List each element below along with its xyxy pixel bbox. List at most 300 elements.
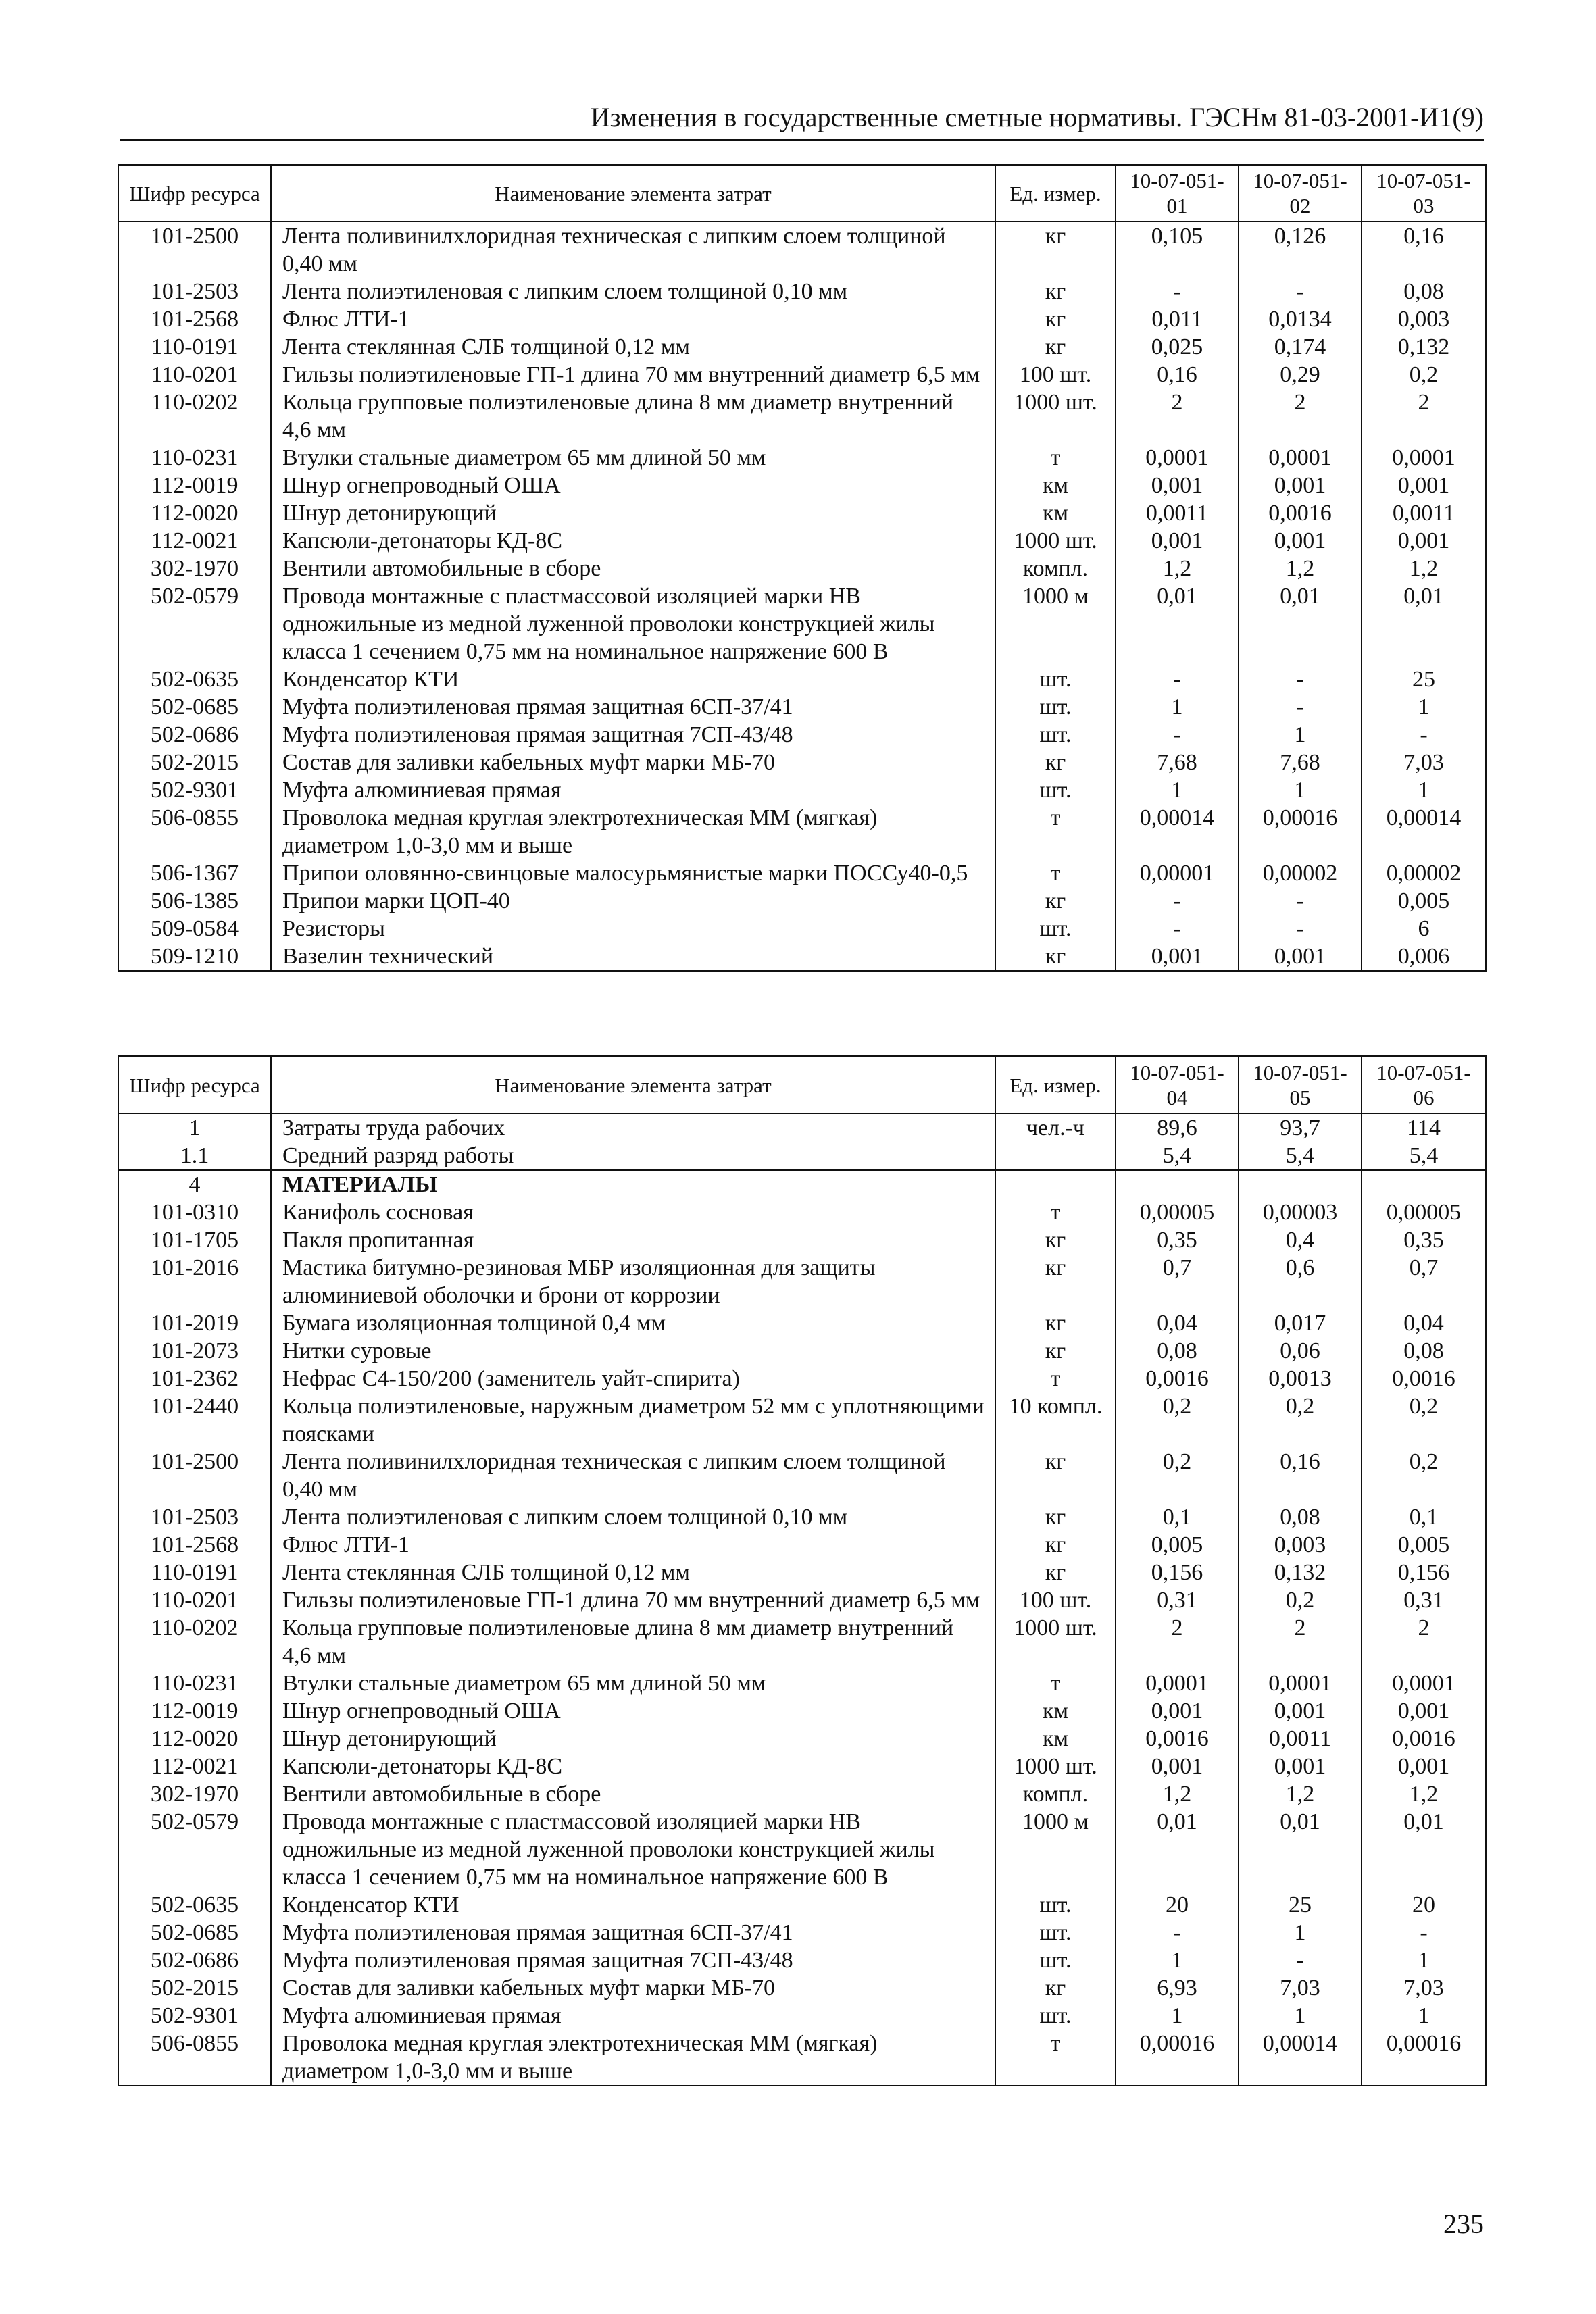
unit-cell <box>995 1142 1116 1170</box>
norm-value-cell: 0,2 <box>1362 1392 1486 1448</box>
cost-element-name-cell: Капсюли-детонаторы КД-8С <box>271 1753 995 1780</box>
norm-value-cell: 0,00002 <box>1362 859 1486 887</box>
norm-value-cell: 0,001 <box>1239 1753 1362 1780</box>
norm-value-cell: 1 <box>1116 2002 1239 2030</box>
table-row <box>118 942 1486 971</box>
norm-value-cell: 0,00016 <box>1362 2030 1486 2086</box>
resource-code-cell: 4 <box>118 1170 271 1199</box>
norm-value-cell: 0,0016 <box>1116 1725 1239 1753</box>
norm-value-cell: - <box>1116 665 1239 693</box>
unit-cell: кг <box>995 1226 1116 1254</box>
norm-value-cell: 0,2 <box>1239 1392 1362 1448</box>
resource-table-2 <box>118 1055 1487 2086</box>
table-row <box>118 333 1486 361</box>
table-row <box>118 693 1486 721</box>
norm-value-cell: 0,126 <box>1239 222 1362 278</box>
norm-value-cell: 0,16 <box>1116 361 1239 388</box>
resource-code-cell: 101-2362 <box>118 1365 271 1392</box>
unit-cell: кг <box>995 1254 1116 1309</box>
resource-code-cell: 509-1210 <box>118 942 271 971</box>
resource-code-cell: 502-2015 <box>118 749 271 776</box>
norm-value-cell: 0,04 <box>1362 1309 1486 1337</box>
cost-element-name-cell: Лента стеклянная СЛБ толщиной 0,12 мм <box>271 333 995 361</box>
unit-cell: 1000 м <box>995 582 1116 665</box>
norm-value-cell: 5,4 <box>1362 1142 1486 1170</box>
table-row <box>118 1697 1486 1725</box>
resource-code-cell: 506-1367 <box>118 859 271 887</box>
table-row <box>118 1503 1486 1531</box>
resource-code-cell: 112-0021 <box>118 1753 271 1780</box>
norm-value-cell: 1 <box>1239 1919 1362 1946</box>
cost-element-name-cell: Шнур огнепроводный ОША <box>271 472 995 499</box>
unit-cell: шт. <box>995 915 1116 942</box>
norm-value-cell: 2 <box>1116 1614 1239 1669</box>
norm-value-cell: - <box>1116 278 1239 305</box>
norm-value-cell: 0,156 <box>1362 1559 1486 1586</box>
norm-value-cell: 6,93 <box>1116 1974 1239 2002</box>
resource-code-cell: 110-0191 <box>118 1559 271 1586</box>
norm-value-cell: 0,0016 <box>1362 1365 1486 1392</box>
table-row <box>118 665 1486 693</box>
norm-value-cell: - <box>1239 887 1362 915</box>
norm-value-cell: 7,03 <box>1239 1974 1362 2002</box>
unit-cell: 100 шт. <box>995 361 1116 388</box>
resource-code-cell: 502-9301 <box>118 2002 271 2030</box>
table-row <box>118 887 1486 915</box>
norm-value-cell: 1 <box>1362 776 1486 804</box>
norm-value-cell: 0,001 <box>1239 1697 1362 1725</box>
norm-value-cell: 0,16 <box>1239 1448 1362 1503</box>
norm-value-cell: 0,4 <box>1239 1226 1362 1254</box>
column-header-name: Наименование элемента затрат <box>271 1057 995 1114</box>
norm-value-cell: 0,2 <box>1362 361 1486 388</box>
norm-value-cell: 0,006 <box>1362 942 1486 971</box>
norm-value-cell: 0,01 <box>1239 582 1362 665</box>
table-row <box>118 1531 1486 1559</box>
cost-element-name-cell: Шнур детонирующий <box>271 499 995 527</box>
unit-cell: кг <box>995 1531 1116 1559</box>
norm-value-cell: 0,0016 <box>1362 1725 1486 1753</box>
norm-value-cell: 7,03 <box>1362 1974 1486 2002</box>
norm-value-cell: 0,001 <box>1239 472 1362 499</box>
norm-value-cell: 0,35 <box>1362 1226 1486 1254</box>
norm-value-cell: 0,7 <box>1116 1254 1239 1309</box>
resource-code-cell: 112-0019 <box>118 472 271 499</box>
unit-cell: км <box>995 1725 1116 1753</box>
norm-value-cell: 0,6 <box>1239 1254 1362 1309</box>
column-header-code: Шифр ресурса <box>118 1057 271 1114</box>
resource-code-cell: 101-2500 <box>118 222 271 278</box>
norm-value-cell: 0,08 <box>1239 1503 1362 1531</box>
cost-element-name-cell: Затраты труда рабочих <box>271 1113 995 1142</box>
column-header-code: Шифр ресурса <box>118 165 271 222</box>
column-header-name: Наименование элемента затрат <box>271 165 995 222</box>
header-rule <box>120 139 1484 141</box>
norm-value-cell: 0,001 <box>1362 472 1486 499</box>
unit-cell: кг <box>995 887 1116 915</box>
table-row <box>118 1725 1486 1753</box>
unit-cell: 100 шт. <box>995 1586 1116 1614</box>
norm-value-cell: - <box>1239 693 1362 721</box>
cost-element-name-cell: Вазелин технический <box>271 942 995 971</box>
unit-cell: кг <box>995 305 1116 333</box>
norm-value-cell: 2 <box>1239 388 1362 444</box>
norm-value-cell: 0,00001 <box>1116 859 1239 887</box>
column-header-norm-2: 10-07-051-02 <box>1239 165 1362 222</box>
norm-value-cell: 0,105 <box>1116 222 1239 278</box>
table-row <box>118 1365 1486 1392</box>
table-row <box>118 222 1486 278</box>
column-header-norm-6: 10-07-051-06 <box>1362 1057 1486 1114</box>
resource-code-cell: 506-1385 <box>118 887 271 915</box>
resource-code-cell: 110-0202 <box>118 388 271 444</box>
table-row <box>118 1199 1486 1226</box>
resource-code-cell: 502-0635 <box>118 1891 271 1919</box>
norm-value-cell: 0,174 <box>1239 333 1362 361</box>
norm-value-cell: 2 <box>1362 1614 1486 1669</box>
norm-value-cell: 1,2 <box>1362 555 1486 582</box>
column-header-norm-4: 10-07-051-04 <box>1116 1057 1239 1114</box>
cost-element-name-cell: Флюс ЛТИ-1 <box>271 1531 995 1559</box>
column-header-norm-5: 10-07-051-05 <box>1239 1057 1362 1114</box>
cost-element-name-cell: Капсюли-детонаторы КД-8С <box>271 527 995 555</box>
column-header-norm-3: 10-07-051-03 <box>1362 165 1486 222</box>
cost-element-name-cell: Конденсатор КТИ <box>271 1891 995 1919</box>
unit-cell <box>995 1170 1116 1199</box>
norm-value-cell: 0,2 <box>1362 1448 1486 1503</box>
cost-element-name-cell: Вентили автомобильные в сборе <box>271 1780 995 1808</box>
norm-value-cell: 0,1 <box>1362 1503 1486 1531</box>
resource-code-cell: 110-0202 <box>118 1614 271 1669</box>
unit-cell: кг <box>995 749 1116 776</box>
cost-element-name-cell: Муфта алюминиевая прямая <box>271 776 995 804</box>
norm-value-cell: 0,001 <box>1362 1753 1486 1780</box>
norm-value-cell: - <box>1239 915 1362 942</box>
resource-code-cell: 502-0685 <box>118 693 271 721</box>
resource-code-cell: 112-0020 <box>118 499 271 527</box>
cost-element-name-cell: Провода монтажные с пластмассовой изоляцией марки НВ одножильные из медной луженной проволоки конструкцией жилы класса 1 сечением 0,75 мм на номинальное напряжение 600 В <box>271 1808 995 1891</box>
table-header-row <box>118 165 1486 222</box>
cost-element-name-cell: Втулки стальные диаметром 65 мм длиной 50 мм <box>271 1669 995 1697</box>
resource-code-cell: 101-2503 <box>118 1503 271 1531</box>
cost-element-name-cell: Лента стеклянная СЛБ толщиной 0,12 мм <box>271 1559 995 1586</box>
table-row <box>118 1946 1486 1974</box>
norm-value-cell: 0,00016 <box>1116 2030 1239 2086</box>
norm-value-cell: 0,0011 <box>1239 1725 1362 1753</box>
norm-value-cell: - <box>1116 887 1239 915</box>
resource-code-cell: 506-0855 <box>118 2030 271 2086</box>
unit-cell: 1000 шт. <box>995 388 1116 444</box>
norm-value-cell: - <box>1362 1919 1486 1946</box>
norm-value-cell: 0,001 <box>1116 527 1239 555</box>
table-row <box>118 1614 1486 1669</box>
norm-value-cell: 93,7 <box>1239 1113 1362 1142</box>
unit-cell: т <box>995 444 1116 472</box>
norm-value-cell: 0,132 <box>1239 1559 1362 1586</box>
norm-value-cell: 0,1 <box>1116 1503 1239 1531</box>
resource-code-cell: 101-2016 <box>118 1254 271 1309</box>
norm-value-cell: 1 <box>1116 1946 1239 1974</box>
norm-value-cell: 1,2 <box>1116 1780 1239 1808</box>
table-row <box>118 1309 1486 1337</box>
norm-value-cell: 0,2 <box>1116 1448 1239 1503</box>
resource-code-cell: 101-2019 <box>118 1309 271 1337</box>
cost-element-name-cell: Лента поливинилхлоридная техническая с липким слоем толщиной 0,40 мм <box>271 1448 995 1503</box>
norm-value-cell: 0,2 <box>1239 1586 1362 1614</box>
table-row <box>118 721 1486 749</box>
unit-cell: кг <box>995 333 1116 361</box>
norm-value-cell: 0,001 <box>1116 1753 1239 1780</box>
unit-cell: кг <box>995 1974 1116 2002</box>
table-row <box>118 472 1486 499</box>
cost-element-name-cell: Муфта алюминиевая прямая <box>271 2002 995 2030</box>
norm-value-cell: 0,156 <box>1116 1559 1239 1586</box>
table-row <box>118 1669 1486 1697</box>
cost-element-name-cell: Кольца групповые полиэтиленовые длина 8 мм диаметр внутренний 4,6 мм <box>271 388 995 444</box>
norm-value-cell: 1 <box>1362 693 1486 721</box>
resource-code-cell: 110-0231 <box>118 1669 271 1697</box>
norm-value-cell: 2 <box>1362 388 1486 444</box>
table-row <box>118 1226 1486 1254</box>
table-row <box>118 527 1486 555</box>
unit-cell: шт. <box>995 693 1116 721</box>
norm-value-cell: 0,001 <box>1362 1697 1486 1725</box>
norm-value-cell: 0,005 <box>1362 887 1486 915</box>
norm-value-cell <box>1116 1170 1239 1199</box>
unit-cell: 1000 шт. <box>995 1753 1116 1780</box>
unit-cell: т <box>995 2030 1116 2086</box>
unit-cell: шт. <box>995 1919 1116 1946</box>
norm-value-cell: 0,01 <box>1116 582 1239 665</box>
cost-element-name-cell: Кольца групповые полиэтиленовые длина 8 мм диаметр внутренний 4,6 мм <box>271 1614 995 1669</box>
norm-value-cell: 1,2 <box>1239 1780 1362 1808</box>
norm-value-cell: 0,025 <box>1116 333 1239 361</box>
norm-value-cell: 5,4 <box>1239 1142 1362 1170</box>
table-row <box>118 1808 1486 1891</box>
norm-value-cell: 0,7 <box>1362 1254 1486 1309</box>
unit-cell: шт. <box>995 776 1116 804</box>
resource-code-cell: 110-0201 <box>118 1586 271 1614</box>
norm-value-cell: 0,06 <box>1239 1337 1362 1365</box>
resource-code-cell: 101-2568 <box>118 1531 271 1559</box>
norm-value-cell: 0,2 <box>1116 1392 1239 1448</box>
table-row <box>118 582 1486 665</box>
cost-element-name-cell: Бумага изоляционная толщиной 0,4 мм <box>271 1309 995 1337</box>
resource-code-cell: 502-0685 <box>118 1919 271 1946</box>
table-row <box>118 361 1486 388</box>
cost-element-name-cell: Припои марки ЦОП-40 <box>271 887 995 915</box>
unit-cell: шт. <box>995 1891 1116 1919</box>
norm-value-cell: 0,003 <box>1239 1531 1362 1559</box>
norm-value-cell: 7,68 <box>1239 749 1362 776</box>
norm-value-cell: 0,00002 <box>1239 859 1362 887</box>
resource-code-cell: 101-2503 <box>118 278 271 305</box>
unit-cell: км <box>995 1697 1116 1725</box>
cost-element-name-cell: Пакля пропитанная <box>271 1226 995 1254</box>
norm-value-cell: 0,08 <box>1116 1337 1239 1365</box>
norm-value-cell: 0,0016 <box>1239 499 1362 527</box>
unit-cell: шт. <box>995 2002 1116 2030</box>
norm-value-cell: 0,0001 <box>1362 1669 1486 1697</box>
table-row <box>118 499 1486 527</box>
norm-value-cell: 20 <box>1116 1891 1239 1919</box>
unit-cell: т <box>995 1199 1116 1226</box>
norm-value-cell: 25 <box>1362 665 1486 693</box>
unit-cell: т <box>995 1669 1116 1697</box>
norm-value-cell: 0,01 <box>1116 1808 1239 1891</box>
norm-value-cell: 0,01 <box>1362 582 1486 665</box>
norm-value-cell: 1,2 <box>1239 555 1362 582</box>
table-row <box>118 1337 1486 1365</box>
cost-element-name-cell: Проволока медная круглая электротехническая ММ (мягкая) диаметром 1,0-3,0 мм и выше <box>271 804 995 859</box>
norm-value-cell: - <box>1239 278 1362 305</box>
unit-cell: 1000 шт. <box>995 527 1116 555</box>
norm-value-cell: 0,08 <box>1362 1337 1486 1365</box>
cost-element-name-cell: Конденсатор КТИ <box>271 665 995 693</box>
norm-value-cell: 0,0001 <box>1116 1669 1239 1697</box>
norm-value-cell: 0,011 <box>1116 305 1239 333</box>
unit-cell: кг <box>995 1337 1116 1365</box>
norm-value-cell: 0,0011 <box>1116 499 1239 527</box>
cost-element-name-cell: Муфта полиэтиленовая прямая защитная 7СП-43/48 <box>271 721 995 749</box>
resource-code-cell: 101-2073 <box>118 1337 271 1365</box>
norm-value-cell: - <box>1239 665 1362 693</box>
norm-value-cell: 0,00014 <box>1239 2030 1362 2086</box>
resource-code-cell: 101-1705 <box>118 1226 271 1254</box>
section-row <box>118 1170 1486 1199</box>
cost-element-name-cell: Втулки стальные диаметром 65 мм длиной 50 мм <box>271 444 995 472</box>
norm-value-cell: 20 <box>1362 1891 1486 1919</box>
norm-value-cell: 0,003 <box>1362 305 1486 333</box>
resource-code-cell: 502-0686 <box>118 721 271 749</box>
resource-code-cell: 101-2500 <box>118 1448 271 1503</box>
norm-value-cell: 6 <box>1362 915 1486 942</box>
norm-value-cell: 1 <box>1239 776 1362 804</box>
norm-value-cell: - <box>1116 1919 1239 1946</box>
table-row <box>118 776 1486 804</box>
resource-code-cell: 302-1970 <box>118 1780 271 1808</box>
cost-element-name-cell: Кольца полиэтиленовые, наружным диаметром 52 мм с уплотняющими поясками <box>271 1392 995 1448</box>
table-row <box>118 278 1486 305</box>
table-row <box>118 444 1486 472</box>
cost-element-name-cell: Проволока медная круглая электротехническая ММ (мягкая) диаметром 1,0-3,0 мм и выше <box>271 2030 995 2086</box>
resource-code-cell: 502-0579 <box>118 582 271 665</box>
norm-value-cell: 0,001 <box>1239 942 1362 971</box>
norm-value-cell: 2 <box>1239 1614 1362 1669</box>
norm-value-cell: 0,001 <box>1239 527 1362 555</box>
unit-cell: кг <box>995 278 1116 305</box>
resource-code-cell: 502-0579 <box>118 1808 271 1891</box>
table-row <box>118 1113 1486 1142</box>
norm-value-cell: 1 <box>1116 693 1239 721</box>
unit-cell: кг <box>995 1503 1116 1531</box>
column-header-unit: Ед. измер. <box>995 1057 1116 1114</box>
cost-element-name-cell: Канифоль сосновая <box>271 1199 995 1226</box>
cost-element-name-cell: Гильзы полиэтиленовые ГП-1 длина 70 мм внутренний диаметр 6,5 мм <box>271 361 995 388</box>
norm-value-cell: - <box>1362 721 1486 749</box>
cost-element-name-cell: Муфта полиэтиленовая прямая защитная 7СП-43/48 <box>271 1946 995 1974</box>
table-row <box>118 1392 1486 1448</box>
table-row <box>118 749 1486 776</box>
resource-table-1 <box>118 164 1487 972</box>
norm-value-cell: 0,001 <box>1362 527 1486 555</box>
unit-cell: т <box>995 804 1116 859</box>
page-number: 235 <box>1443 2209 1484 2239</box>
resource-code-cell: 101-0310 <box>118 1199 271 1226</box>
norm-value-cell: 0,00005 <box>1116 1199 1239 1226</box>
cost-element-name-cell: Шнур огнепроводный ОША <box>271 1697 995 1725</box>
norm-value-cell: 1 <box>1239 721 1362 749</box>
norm-value-cell <box>1239 1170 1362 1199</box>
unit-cell: 10 компл. <box>995 1392 1116 1448</box>
cost-element-name-cell: Лента полиэтиленовая с липким слоем толщиной 0,10 мм <box>271 1503 995 1531</box>
norm-value-cell: 1,2 <box>1116 555 1239 582</box>
resource-code-cell: 502-9301 <box>118 776 271 804</box>
norm-value-cell: 1 <box>1362 1946 1486 1974</box>
table-row <box>118 859 1486 887</box>
norm-value-cell: 0,08 <box>1362 278 1486 305</box>
cost-element-name-cell: Нефрас С4-150/200 (заменитель уайт-спирита) <box>271 1365 995 1392</box>
norm-value-cell: 0,0013 <box>1239 1365 1362 1392</box>
norm-value-cell: 89,6 <box>1116 1113 1239 1142</box>
table-row <box>118 1891 1486 1919</box>
norm-value-cell: 0,35 <box>1116 1226 1239 1254</box>
table-row <box>118 555 1486 582</box>
unit-cell: шт. <box>995 721 1116 749</box>
norm-value-cell: 0,04 <box>1116 1309 1239 1337</box>
resource-code-cell: 509-0584 <box>118 915 271 942</box>
unit-cell: 1000 шт. <box>995 1614 1116 1669</box>
table-row <box>118 915 1486 942</box>
column-header-norm-1: 10-07-051-01 <box>1116 165 1239 222</box>
unit-cell: км <box>995 472 1116 499</box>
norm-value-cell: 0,0001 <box>1239 444 1362 472</box>
resource-code-cell: 110-0201 <box>118 361 271 388</box>
cost-element-name-cell: Флюс ЛТИ-1 <box>271 305 995 333</box>
resource-code-cell: 1.1 <box>118 1142 271 1170</box>
table-row <box>118 2030 1486 2086</box>
resource-code-cell: 110-0231 <box>118 444 271 472</box>
resource-code-cell: 110-0191 <box>118 333 271 361</box>
norm-value-cell: - <box>1116 721 1239 749</box>
unit-cell: кг <box>995 1448 1116 1503</box>
norm-value-cell <box>1362 1170 1486 1199</box>
resource-code-cell: 112-0019 <box>118 1697 271 1725</box>
norm-value-cell: 0,0016 <box>1116 1365 1239 1392</box>
cost-element-name-cell: Вентили автомобильные в сборе <box>271 555 995 582</box>
cost-element-name-cell: Мастика битумно-резиновая МБР изоляционная для защиты алюминиевой оболочки и брони от коррозии <box>271 1254 995 1309</box>
norm-value-cell: 0,132 <box>1362 333 1486 361</box>
cost-element-name-cell: Шнур детонирующий <box>271 1725 995 1753</box>
cost-element-name-cell: Состав для заливки кабельных муфт марки МБ-70 <box>271 749 995 776</box>
cost-element-name-cell: Средний разряд работы <box>271 1142 995 1170</box>
norm-value-cell: 25 <box>1239 1891 1362 1919</box>
column-header-unit: Ед. измер. <box>995 165 1116 222</box>
table-row <box>118 1919 1486 1946</box>
norm-value-cell: 0,001 <box>1116 472 1239 499</box>
table-row <box>118 2002 1486 2030</box>
norm-value-cell: 5,4 <box>1116 1142 1239 1170</box>
norm-value-cell: 0,001 <box>1116 1697 1239 1725</box>
norm-value-cell: 1,2 <box>1362 1780 1486 1808</box>
norm-value-cell: 0,00014 <box>1116 804 1239 859</box>
unit-cell: чел.-ч <box>995 1113 1116 1142</box>
unit-cell: т <box>995 859 1116 887</box>
resource-code-cell: 112-0020 <box>118 1725 271 1753</box>
resource-code-cell: 112-0021 <box>118 527 271 555</box>
norm-value-cell: 0,00005 <box>1362 1199 1486 1226</box>
unit-cell: кг <box>995 1559 1116 1586</box>
